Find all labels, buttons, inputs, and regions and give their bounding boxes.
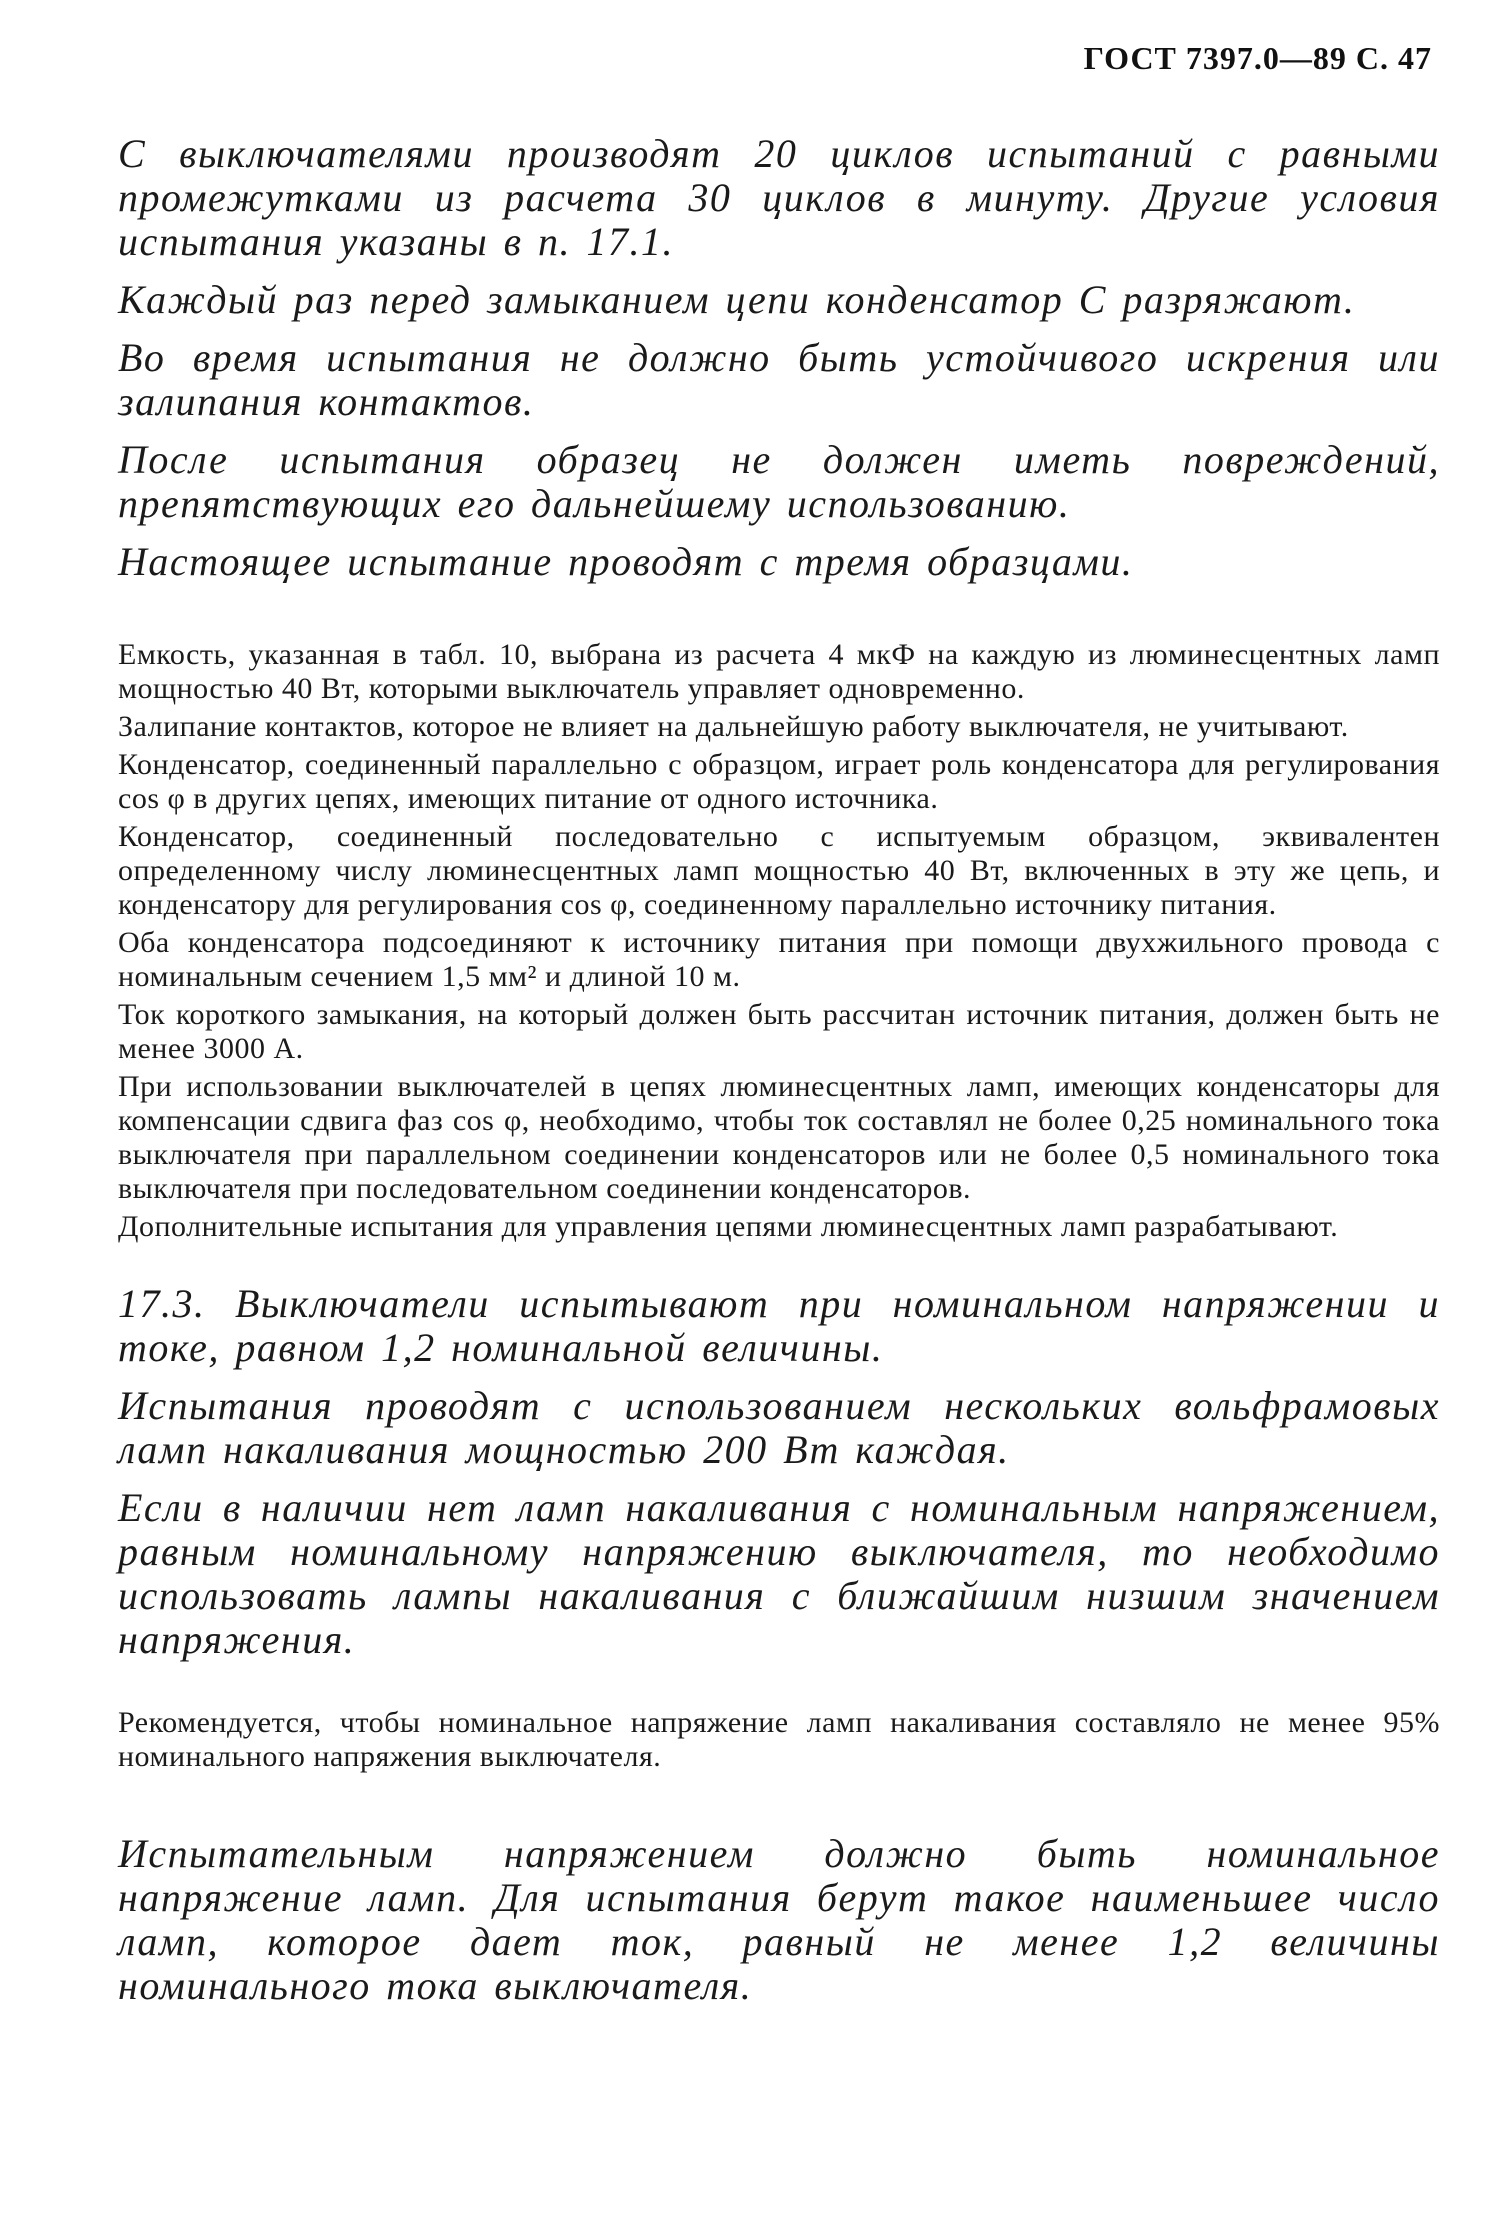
note-compensation: При использовании выключателей в цепях люминесцентных ламп, имеющих конденсаторы для компенсации сдвига фаз cos φ, необходимо, чтобы ток составлял не более 0,25 номинального тока выключателя при параллельном соединении конденсаторов или не более 0,5 номинального тока выключателя при последовательном соединении конденсаторов. — [118, 1070, 1440, 1205]
paragraph-tungsten-lamps: Испытания проводят с использованием нескольких вольфрамовых ламп накаливания мощностью 200 Вт каждая. — [118, 1383, 1440, 1472]
paragraph-discharge: Каждый раз перед замыканием цепи конденсатор С разряжают. — [118, 277, 1356, 322]
note-parallel-capacitor: Конденсатор, соединенный параллельно с образцом, играет роль конденсатора для регулирования cos φ в других цепях, имеющих питание от одного источника. — [118, 748, 1440, 815]
note-short-circuit: Ток короткого замыкания, на который должен быть рассчитан источник питания, должен быть не менее 3000 А. — [118, 998, 1440, 1065]
paragraph-lower-voltage: Если в наличии нет ламп накаливания с номинальным напряжением, равным номинальному напряжению выключателя, то необходимо использовать лампы накаливания с ближайшим низшим значением напряжения. — [118, 1485, 1440, 1662]
notes-block-2 — [118, 1706, 1440, 1774]
note-contact-welding: Залипание контактов, которое не влияет на дальнейшую работу выключателя, не учитывают. — [118, 710, 1349, 743]
notes-block-1 — [118, 638, 1440, 1244]
paragraph-cycles: С выключателями производят 20 циклов испытаний с равными промежутками из расчета 30 циклов в минуту. Другие условия испытания указаны в п. 17.1. — [118, 131, 1440, 264]
paragraph-damage: После испытания образец не должен иметь повреждений, препятствующих его дальнейшему использованию. — [118, 437, 1440, 526]
note-capacitance: Емкость, указанная в табл. 10, выбрана из расчета 4 мкФ на каждую из люминесцентных ламп мощностью 40 Вт, которыми выключатель управляет одновременно. — [118, 638, 1440, 705]
paragraph-test-voltage: Испытательным напряжением должно быть номинальное напряжение ламп. Для испытания берут такое наименьшее число ламп, которое дает ток, равный не менее 1,2 величины номинального тока выключателя. — [118, 1831, 1440, 2008]
note-wiring: Оба конденсатора подсоединяют к источнику питания при помощи двухжильного провода с номинальным сечением 1,5 мм² и длиной 10 м. — [118, 926, 1440, 993]
page-content — [118, 132, 1440, 2008]
note-recommended-voltage: Рекомендуется, чтобы номинальное напряжение ламп накаливания составляло не менее 95% номинального напряжения выключателя. — [118, 1706, 1440, 1773]
section-17-3 — [118, 1282, 1440, 1662]
note-additional-tests: Дополнительные испытания для управления цепями люминесцентных ламп разрабатывают. — [118, 1210, 1339, 1243]
clause-17-3: 17.3. Выключатели испытывают при номинальном напряжении и токе, равном 1,2 номинальной величины. — [118, 1281, 1440, 1370]
note-series-capacitor: Конденсатор, соединенный последовательно с испытуемым образцом, эквивалентен определенному числу люминесцентных ламп мощностью 40 Вт, включенных в эту же цепь, и конденсатору для регулирования cos φ, соединенному параллельно источнику питания. — [118, 820, 1440, 921]
final-block — [118, 1832, 1440, 2008]
running-head: ГОСТ 7397.0—89 С. 47 — [1083, 40, 1432, 76]
paragraph-samples: Настоящее испытание проводят с тремя образцами. — [118, 539, 1134, 584]
paragraph-sparking: Во время испытания не должно быть устойчивого искрения или залипания контактов. — [118, 335, 1440, 424]
